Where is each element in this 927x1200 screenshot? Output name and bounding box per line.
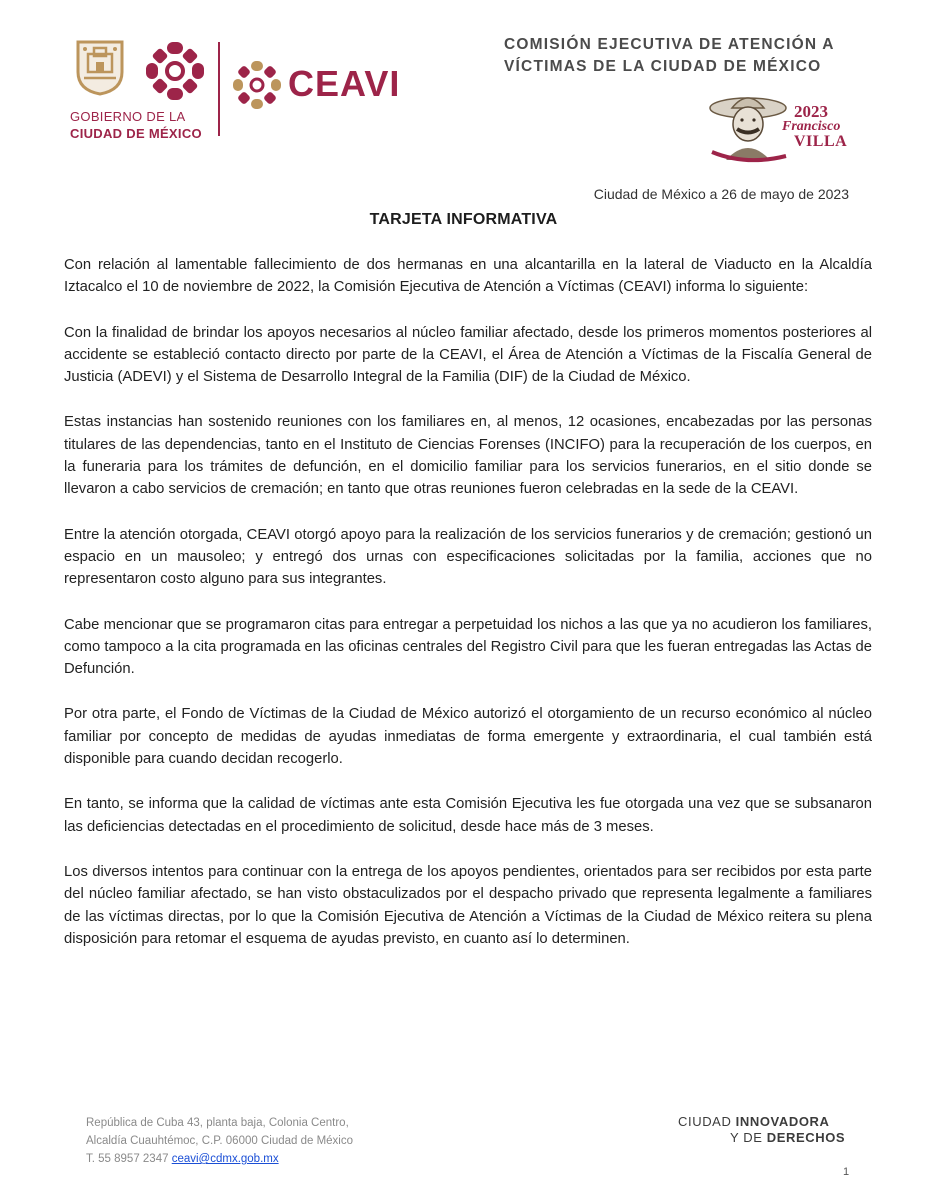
gov-logo-text: GOBIERNO DE LA CIUDAD DE MÉXICO <box>70 109 202 141</box>
org-title: COMISIÓN EJECUTIVA DE ATENCIÓN A VÍCTIMAS DE LA CIUDAD DE MÉXICO <box>504 36 835 75</box>
cdmx-logo-icon <box>144 40 206 102</box>
paragraph: Con relación al lamentable fallecimiento de dos hermanas en una alcantarilla en la lateral de Viaducto en la Alcaldía Iztacalco el 10 de noviembre de 2022, la Comisión Ejecutiva de Atención a Víctimas (CEAVI) informa lo siguiente: <box>64 257 872 296</box>
page-number: 1 <box>843 1166 850 1178</box>
badge-name-last: VILLA <box>794 133 848 150</box>
paragraph: Entre la atención otorgada, CEAVI otorgó apoyo para la realización de los servicios funerarios y de cremación; gestionó un espacio en un mausoleo; y entregó dos urnas con especificaciones solicitadas por la familia, acciones que no representaron costo alguno para sus integrantes. <box>64 526 872 588</box>
badge-name-first: Francisco <box>782 119 841 134</box>
footer-address: República de Cuba 43, planta baja, Colonia Centro, Alcaldía Cuauhtémoc, C.P. 06000 Ciudad de México T. 55 8957 2347 ceavi@cdmx.gob.mx <box>86 1117 354 1165</box>
document-date: Ciudad de México a 26 de mayo de 2023 <box>593 186 849 202</box>
document-body <box>64 254 872 973</box>
paragraph: Cabe mencionar que se programaron citas para entregar a perpetuidad los nichos a las que ya no acudieron los familiares, como tampoco a la cita programada en las oficinas centrales del Registro Civil para que les fueran entregadas las Actas de Defunción. <box>64 616 872 678</box>
footer-slogan: CIUDAD INNOVADORA Y DE DERECHOS <box>678 1114 846 1145</box>
francisco-villa-portrait-icon <box>706 86 792 166</box>
document-title: TARJETA INFORMATIVA <box>369 211 558 228</box>
paragraph: En tanto, se informa que la calidad de víctimas ante esta Comisión Ejecutiva les fue otorgada una vez que se subsanaron las deficiencias detectadas en el procedimiento de solicitud, desde hace más de 3 meses. <box>64 796 872 835</box>
paragraph: Estas instancias han sostenido reuniones con los familiares en, al menos, 12 ocasiones, encabezadas por las personas titulares de las dependencias, tanto en el Instituto de Ciencias Forenses (INCIFO) para la recuperación de los cuerpos, en la funeraria para los trámites de defunción, en el domicilio familiar para los servicios funerarios, en el sitio donde se llevaron a cabo servicios de cremación; en tanto que otras reuniones fueron celebradas en la sede de la CEAVI. <box>64 414 872 498</box>
ceavi-logo-text: CEAVI <box>288 63 401 104</box>
ceavi-logo-icon <box>232 60 282 110</box>
footer-phone: T. 55 8957 2347 <box>86 1153 169 1165</box>
badge-year: 2023 <box>794 102 828 121</box>
cdmx-coat-of-arms-icon <box>74 38 126 96</box>
footer-email-link[interactable]: ceavi@cdmx.gob.mx <box>171 1153 279 1165</box>
paragraph: Los diversos intentos para continuar con la entrega de los apoyos pendientes, orientados para ser recibidos por esta parte del núcleo familiar afectado, se han visto obstaculizados por el despacho privado que representa legalmente a familiares de las víctimas directas, por lo que la Comisión Ejecutiva de Atención a Víctimas de la Ciudad de México reitera su plena disposición para retomar el esquema de ayudas previsto, en cuanto así lo determinen. <box>64 863 872 947</box>
paragraph: Con la finalidad de brindar los apoyos necesarios al núcleo familiar afectado, desde los primeros momentos posteriores al accidente se estableció contacto directo por parte de la CEAVI, el Área de Atención a Víctimas de la Fiscalía General de Justicia (ADEVI) y el Sistema de Desarrollo Integral de la Familia (DIF) de la Ciudad de México. <box>64 324 872 386</box>
paragraph: Por otra parte, el Fondo de Víctimas de la Ciudad de México autorizó el otorgamiento de un recurso económico al núcleo familiar por concepto de medidas de ayudas inmediatas de forma emergente y extraordinaria, el cual también está disponible para cuando decidan recogerlo. <box>64 706 872 768</box>
header-logos <box>70 34 430 144</box>
francisco-villa-2023-badge <box>706 86 856 166</box>
logo-divider <box>218 42 220 136</box>
